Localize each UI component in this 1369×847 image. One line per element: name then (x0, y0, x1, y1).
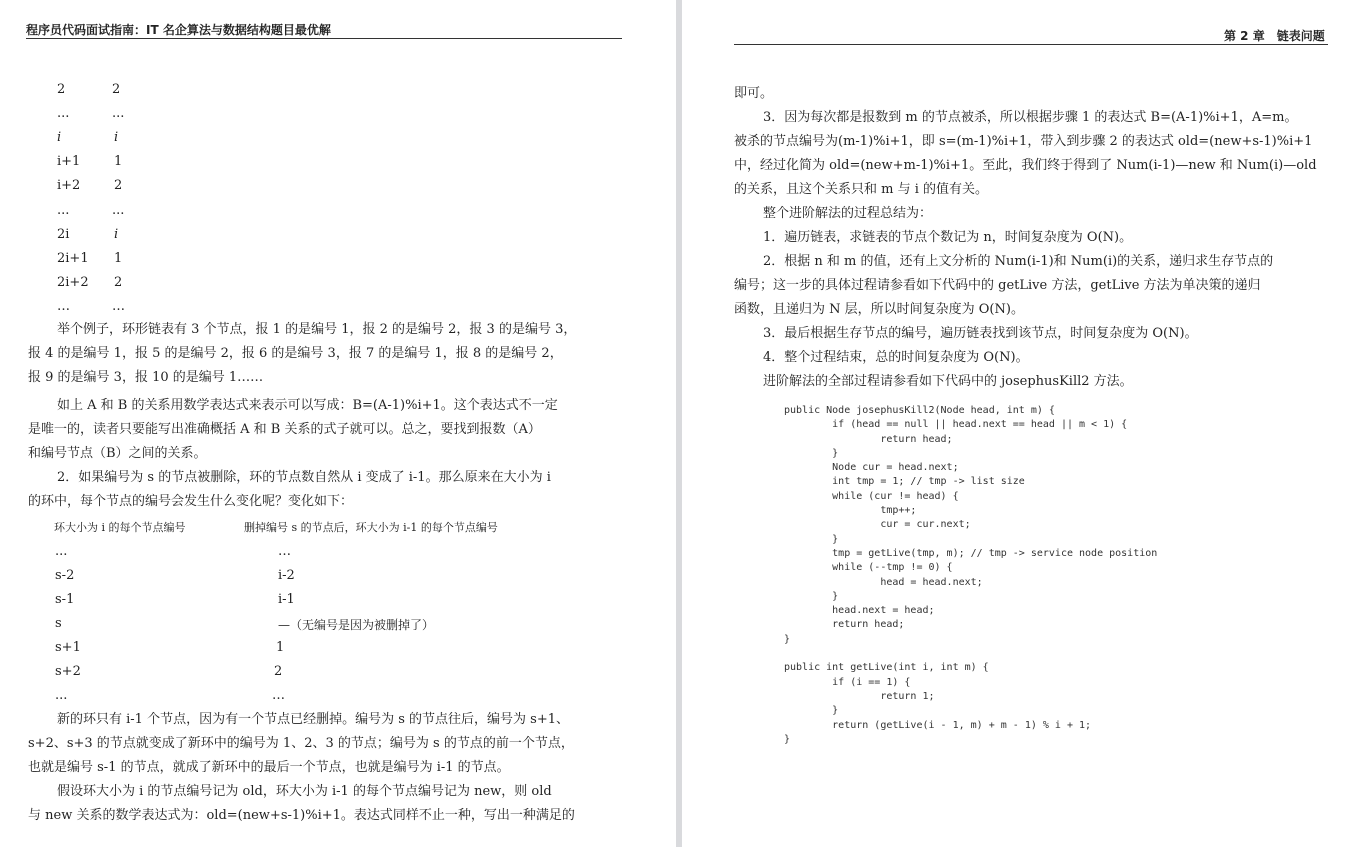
text-line: 假设环大小为 i 的节点编号记为 old，环大小为 i-1 的每个节点编号记为 new，则 old (57, 784, 552, 799)
text-line: 的关系，且这个关系只和 m 与 i 的值有关。 (734, 182, 989, 197)
mapping-node-id: 1 (114, 154, 123, 169)
table-cell-old: ... (55, 544, 68, 559)
mapping-report-value: 2i+1 (57, 251, 89, 266)
mapping-report-value: ... (57, 203, 70, 218)
text-line: 2．如果编号为 s 的节点被删除，环的节点数自然从 i 变成了 i-1。那么原来在大小为 i (57, 470, 551, 485)
table-cell-old: ... (55, 688, 68, 703)
table-cell-old: s (55, 616, 62, 631)
header-rule (734, 44, 1328, 45)
text-line: 4．整个过程结束，总的时间复杂度为 O(N)。 (763, 350, 1029, 365)
table-cell-old: s-1 (55, 592, 75, 607)
text-line: 中，经过化简为 old=(new+m-1)%i+1。至此，我们终于得到了 Num(i-1)—new 和 Num(i)—old (734, 158, 1317, 173)
text-line: 报 4 的是编号 1，报 5 的是编号 2，报 6 的是编号 3，报 7 的是编号 1，报 8 的是编号 2， (28, 346, 563, 361)
table-cell-new: 1 (276, 640, 285, 655)
table-cell-new: … (278, 544, 291, 559)
text-line: 如上 A 和 B 的关系用数学表达式来表示可以写成：B=(A-1)%i+1。这个表达式不一定 (57, 398, 558, 413)
mapping-report-value: i (57, 130, 62, 145)
text-line: 函数，且递归为 N 层，所以时间复杂度为 O(N)。 (734, 302, 1024, 317)
text-line: 2．根据 n 和 m 的值，还有上文分析的 Num(i-1)和 Num(i)的关系，递归求生存节点的 (763, 254, 1274, 269)
right-page (682, 0, 1369, 847)
mapping-node-id: 2 (112, 82, 121, 97)
header-rule (26, 38, 622, 39)
code-block: public Node josephusKill2(Node head, int m) { if (head == null || head.next == head || m < 1) { return head; } Node cur = head.next; int tmp = 1; // tmp -> list size while (cur != head) { tmp++; cur = cur.next; } tmp = getLive(tmp, m); // tmp -> service node position while (--tmp != 0) { head = head.next; } head.next = head; return head; } public int getLive(int i, int m) { if (i == 1) { return 1; } return (getLive(i - 1, m) + m - 1) % i + 1; } (784, 405, 1158, 745)
text-line: 整个进阶解法的过程总结为： (763, 206, 933, 221)
text-line: 与 new 关系的数学表达式为：old=(new+s-1)%i+1。表达式同样不止一种，写出一种满足的 (28, 808, 575, 823)
text-line: 也就是编号 s-1 的节点，就成了新环中的最后一个节点，也就是编号为 i-1 的节点。 (28, 760, 510, 775)
table-cell-new: i-2 (278, 568, 295, 583)
text-line: 报 9 的是编号 3，报 10 的是编号 1…… (28, 370, 264, 385)
mapping-report-value: … (57, 299, 70, 314)
table-cell-old: s+2 (55, 664, 81, 679)
text-line: 被杀的节点编号为(m-1)%i+1，即 s=(m-1)%i+1，带入到步骤 2 的表达式 old=(new+s-1)%i+1 (734, 134, 1313, 149)
text-line: 3．最后根据生存节点的编号，遍历链表找到该节点，时间复杂度为 O(N)。 (763, 326, 1198, 341)
mapping-node-id: … (112, 299, 125, 314)
table-header-old: 环大小为 i 的每个节点编号 (54, 521, 186, 534)
text-line: 和编号节点（B）之间的关系。 (28, 446, 207, 461)
text-line: 举个例子，环形链表有 3 个节点，报 1 的是编号 1，报 2 的是编号 2，报 3 的是编号 3， (57, 322, 577, 337)
mapping-report-value: i+1 (57, 154, 81, 169)
text-line: 是唯一的，读者只要能写出准确概括 A 和 B 关系的式子就可以。总之，要找到报数（A） (28, 422, 541, 437)
chapter-header: 第 2 章 链表问题 (1224, 29, 1325, 43)
mapping-node-id: 2 (114, 178, 123, 193)
mapping-node-id: 2 (114, 275, 123, 290)
text-line: 新的环只有 i-1 个节点，因为有一个节点已经删掉。编号为 s 的节点往后，编号为 s+1、 (57, 712, 569, 727)
page-header-title: 程序员代码面试指南：IT 名企算法与数据结构题目最优解 (26, 23, 331, 37)
mapping-node-id: 1 (114, 251, 123, 266)
mapping-node-id: ... (112, 106, 125, 121)
left-page (0, 0, 676, 847)
text-line: 进阶解法的全部过程请参看如下代码中的 josephusKill2 方法。 (763, 374, 1133, 389)
table-header-new: 删掉编号 s 的节点后，环大小为 i-1 的每个节点编号 (244, 521, 498, 534)
table-cell-new: 2 (274, 664, 283, 679)
text-line: 的环中，每个节点的编号会发生什么变化呢？变化如下： (28, 494, 354, 509)
mapping-node-id: i (114, 227, 119, 242)
mapping-report-value: ... (57, 106, 70, 121)
table-cell-old: s-2 (55, 568, 75, 583)
table-cell-new: —（无编号是因为被删掉了） (278, 618, 435, 632)
table-cell-new: i-1 (278, 592, 295, 607)
mapping-node-id: ... (112, 203, 125, 218)
mapping-node-id: i (114, 130, 119, 145)
table-cell-old: s+1 (55, 640, 81, 655)
table-cell-new: … (272, 688, 285, 703)
text-line: 3．因为每次都是报数到 m 的节点被杀，所以根据步骤 1 的表达式 B=(A-1)%i+1，A=m。 (763, 110, 1298, 125)
mapping-report-value: i+2 (57, 178, 81, 193)
text-line: 编号；这一步的具体过程请参看如下代码中的 getLive 方法，getLive 方法为单决策的递归 (734, 278, 1261, 293)
mapping-report-value: 2i+2 (57, 275, 89, 290)
text-line: 1．遍历链表，求链表的节点个数记为 n，时间复杂度为 O(N)。 (763, 230, 1133, 245)
text-line: s+2、s+3 的节点就变成了新环中的编号为 1、2、3 的节点；编号为 s 的节点的前一个节点， (28, 736, 574, 751)
mapping-report-value: 2i (57, 227, 70, 242)
mapping-report-value: 2 (57, 82, 66, 97)
text-line: 即可。 (734, 86, 774, 101)
